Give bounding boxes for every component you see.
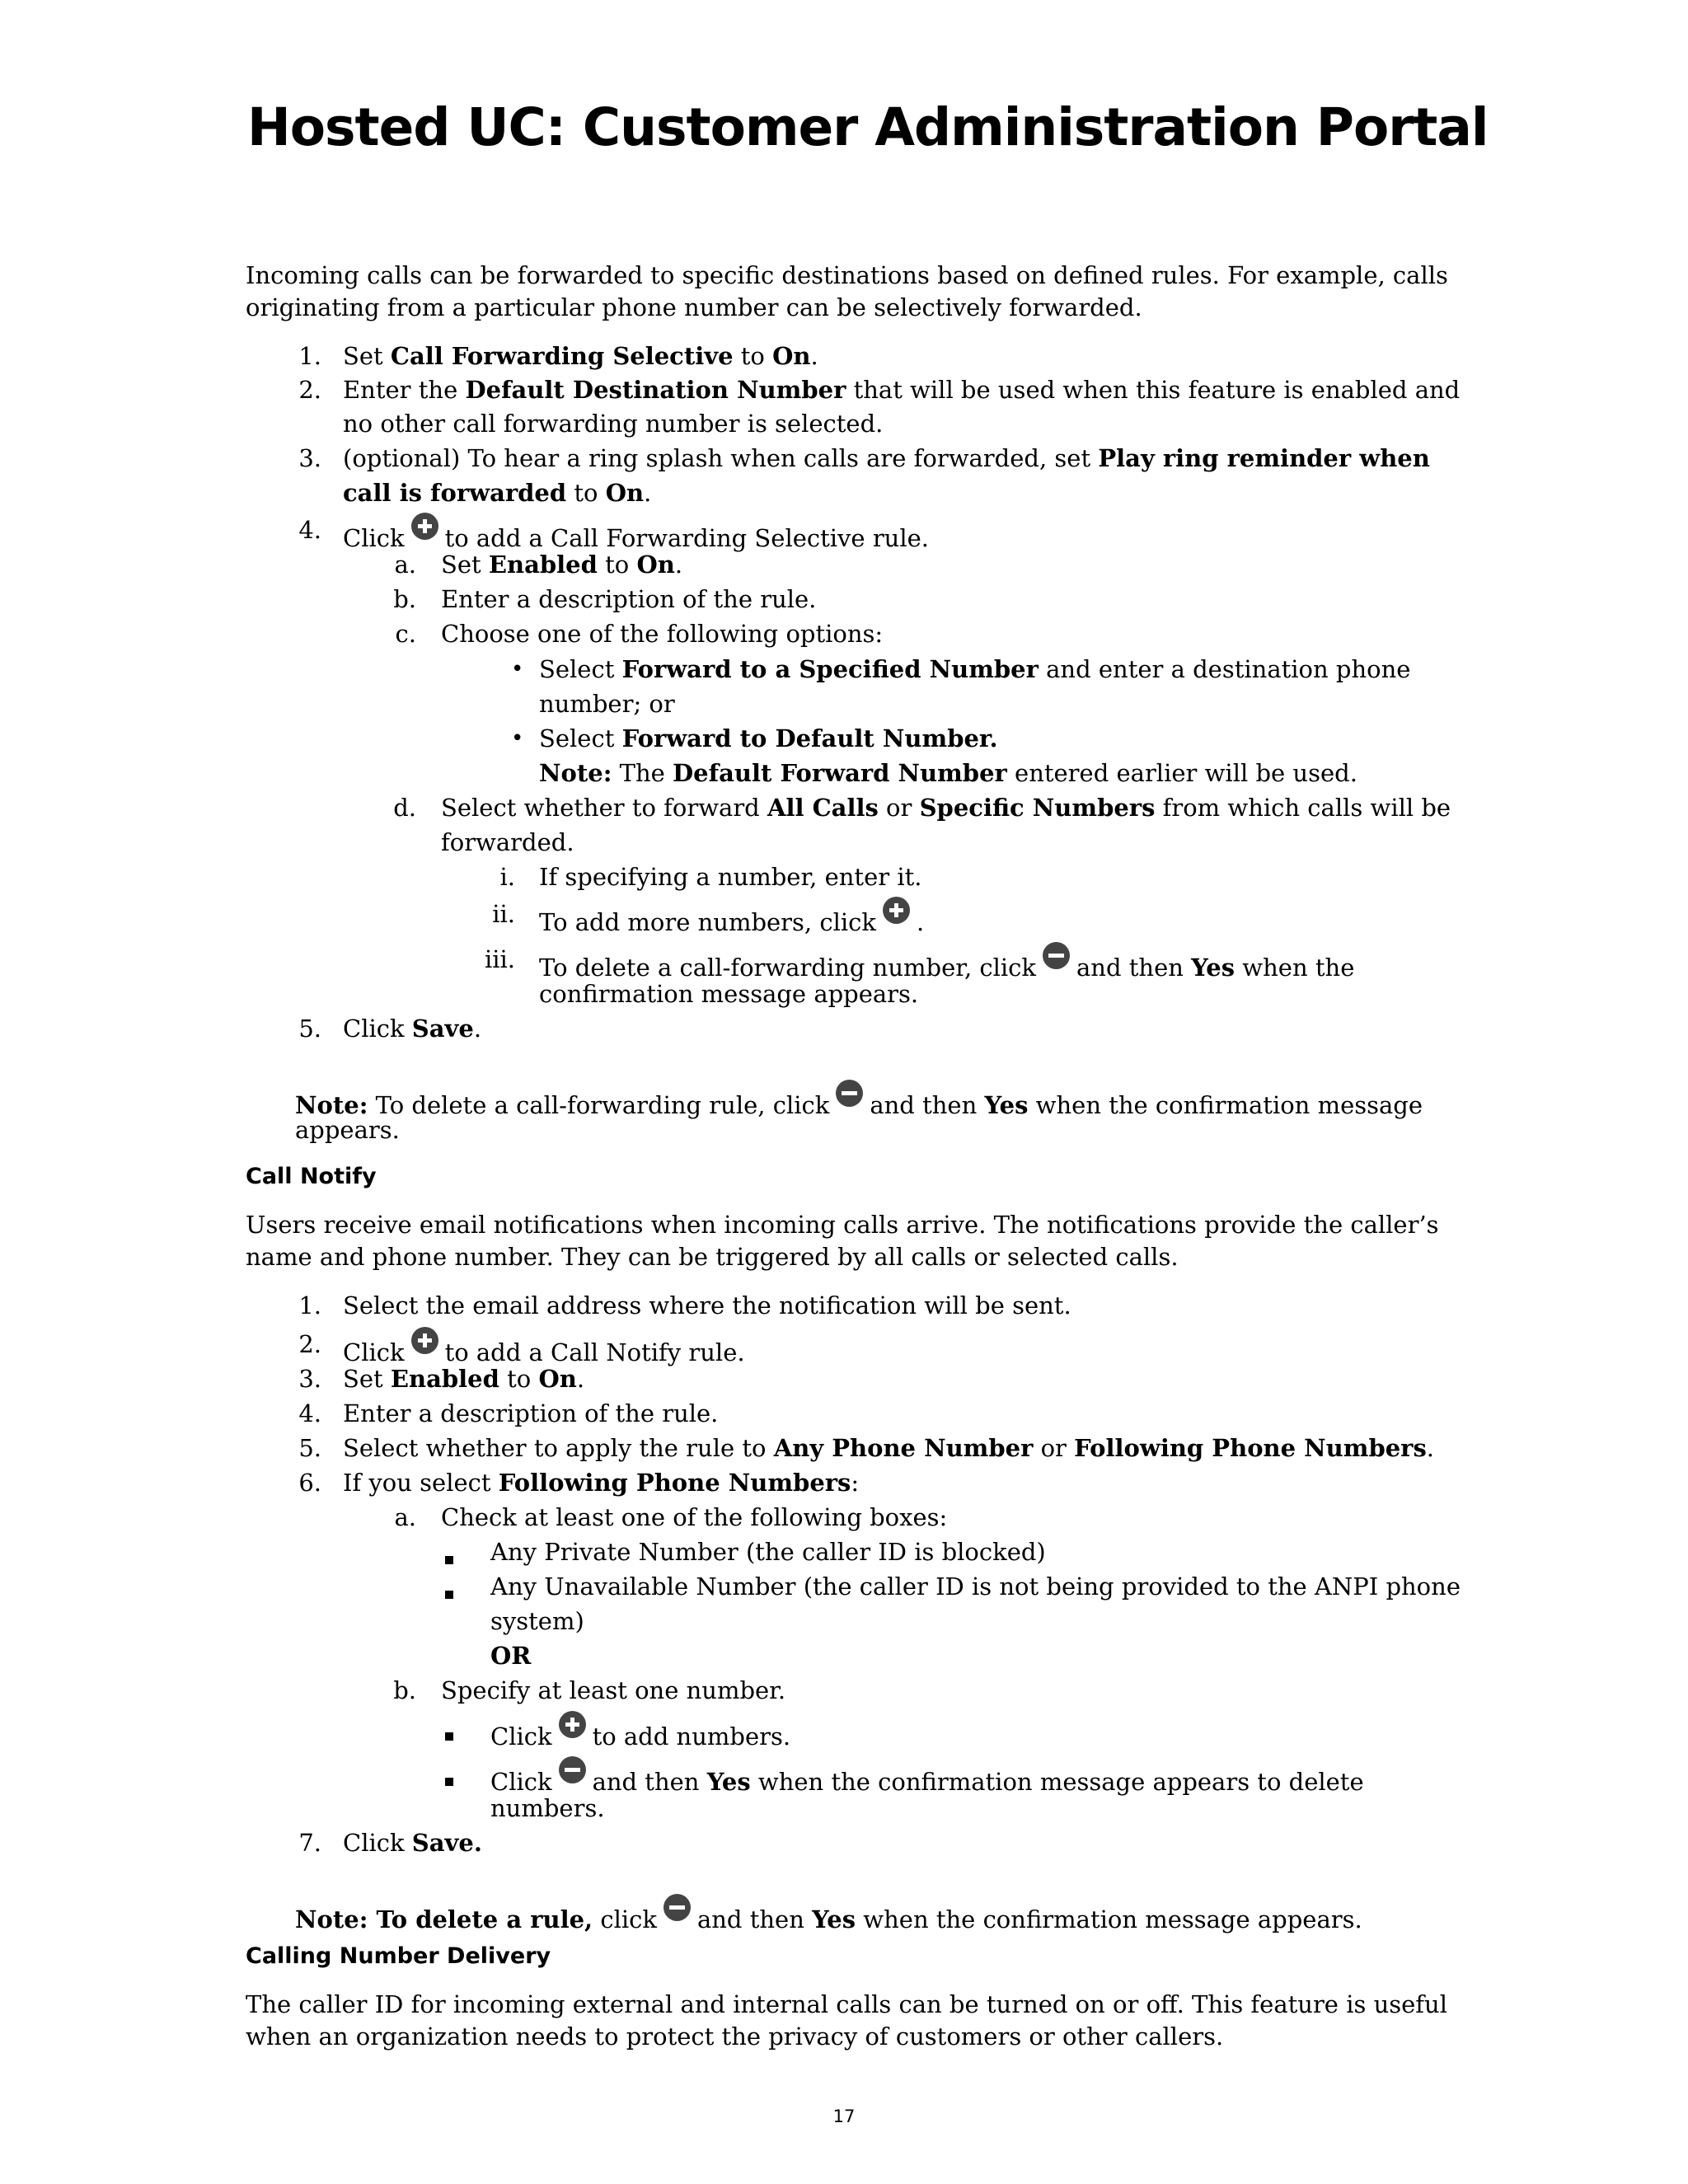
cfs-step-5-number: 5. [298,1015,321,1043]
text: The [612,759,673,787]
cn-box-1: Any Private Number (the caller ID is blocked) [490,1538,1046,1566]
cfs-roman-2 [539,897,924,940]
cn-step-7 [343,1825,482,1860]
bold-text: Specific Numbers [919,794,1156,822]
section-heading-call-notify: Call Notify [246,1164,377,1189]
text: Select whether to forward [441,794,767,822]
cn-step-4: Enter a description of the rule. [343,1399,719,1427]
text: Click [343,1829,412,1857]
bold-text: Any Phone Number [773,1434,1034,1462]
text: Set [343,342,391,370]
cfs-bullet-2 [539,721,998,756]
cfs-roman-1: If specifying a number, enter it. [539,863,922,891]
remove-circle-icon [559,1756,586,1783]
cfs-sub-b: Enter a description of the rule. [441,585,817,613]
remove-circle-icon [836,1080,863,1107]
text: . [916,908,925,936]
cfs-note [295,1080,1423,1122]
cn-sub-a: Check at least one of the following boxes: [441,1503,948,1531]
add-circle-icon [559,1711,586,1738]
page-title: Hosted UC: Customer Administration Portal [247,97,1489,157]
bold-text: Note: To delete a rule, [295,1905,593,1933]
text: Click [343,1338,405,1366]
add-circle-icon [411,1327,438,1354]
call-notify-intro-2: name and phone number. They can be triggered by all calls or selected calls. [246,1243,1179,1271]
cfs-sub-b-number: b. [393,585,416,613]
cn-step-5 [343,1431,1434,1465]
bullet-dot: • [511,657,524,682]
cfs-roman-3-number: iii. [484,945,515,973]
text: Set [343,1365,391,1393]
cfs-sub-d [441,790,1451,825]
text: to [597,551,637,579]
text: (optional) To hear a ring splash when calls are forwarded, set [343,444,1099,472]
cn-step-3 [343,1361,584,1396]
text: . [473,1015,482,1043]
bold-text: Yes [984,1091,1029,1119]
call-notify-intro-1: Users receive email notifications when incoming calls arrive. The notifications provide the caller’s [246,1211,1439,1239]
intro-line-2: originating from a particular phone number can be selectively forwarded. [246,293,1142,321]
add-circle-icon [411,513,438,540]
text: click [593,1905,657,1933]
bold-text: Yes [1191,954,1236,982]
cn-step-4-number: 4. [298,1399,321,1427]
text: and then [870,1091,985,1119]
text: If you select [343,1469,499,1497]
text: Enter the [343,376,466,404]
cn-or-label: OR [490,1642,532,1670]
text: . [810,342,818,370]
cfs-step-1-number: 1. [298,342,321,370]
bold-text: Enabled [488,551,598,579]
intro-line-1: Incoming calls can be forwarded to specific destinations based on defined rules. For example, calls [246,261,1448,289]
text: Click [343,1015,412,1043]
square-bullet [445,1778,453,1786]
cfs-roman-3-line-2: confirmation message appears. [539,980,919,1008]
cn-step-5-number: 5. [298,1434,321,1462]
text: or [1033,1434,1075,1462]
bold-text: Note: [539,759,612,787]
bold-text: Default Forward Number [673,759,1007,787]
cfs-sub-a [441,547,682,582]
section-heading-calling-number-delivery: Calling Number Delivery [246,1943,551,1969]
cfs-sub-d-number: d. [393,794,416,822]
cfs-step-2 [343,373,1460,407]
text: when the [1235,954,1355,982]
cfs-step-5 [343,1011,481,1046]
text: Select [539,724,622,752]
cfs-roman-2-number: ii. [492,900,515,928]
text: or [878,794,920,822]
cfs-step-3-number: 3. [298,444,321,472]
bold-text: On [538,1365,577,1393]
text: and then [696,1905,813,1933]
bold-text: Save. [411,1829,482,1857]
text: that will be used when this feature is enabled and [846,376,1461,404]
bold-text: Default Destination Number [465,376,846,404]
text: to add a Call Forwarding Selective rule. [444,524,930,552]
bold-text: Forward to Default Number. [621,724,998,752]
cn-box-4-line-2: numbers. [490,1794,605,1822]
cn-step-7-number: 7. [298,1829,321,1857]
bold-text: Play ring reminder when [1098,444,1430,472]
cfs-bullet-1 [539,652,1410,687]
cfs-sub-a-number: a. [394,551,416,579]
cn-step-3-number: 3. [298,1365,321,1393]
page-number: 17 [832,2107,856,2126]
cfs-roman-1-number: i. [499,863,515,891]
text: . [576,1365,585,1393]
text: . [674,551,683,579]
bold-text: Yes [812,1905,856,1933]
cfs-inline-note [539,756,1357,790]
text: to [733,342,773,370]
square-bullet [445,1732,453,1741]
cfs-step-3 [343,441,1430,476]
text: from which calls will be [1155,794,1451,822]
remove-circle-icon [1043,942,1070,969]
cnd-line-2: when an organization needs to protect the privacy of customers or other callers. [246,2022,1224,2050]
text: To delete a call-forwarding rule, click [368,1091,830,1119]
cn-box-4 [490,1756,1364,1799]
cfs-sub-d-line-2: forwarded. [441,828,574,856]
cn-note [295,1894,1362,1937]
text: . [1426,1434,1434,1462]
text: when the confirmation message appears to delete [750,1768,1364,1796]
bold-text: Note: [295,1091,368,1119]
text: Select [539,655,622,683]
text: Click [490,1768,552,1796]
cfs-sub-c-number: c. [395,620,416,648]
text: entered earlier will be used. [1006,759,1357,787]
cn-box-3 [490,1711,790,1754]
text: to [566,479,606,507]
cn-step-1-number: 1. [298,1291,321,1319]
text: to add numbers. [592,1722,791,1750]
cn-step-6 [343,1465,859,1500]
cfs-step-4-number: 4. [298,516,321,544]
bold-text: Forward to a Specified Number [621,655,1039,683]
cn-step-1: Select the email address where the notification will be sent. [343,1291,1071,1319]
bold-text: Call Forwarding Selective [390,342,734,370]
text: To add more numbers, click [539,908,876,936]
bold-text: Following Phone Numbers [498,1469,851,1497]
text: to add a Call Notify rule. [444,1338,745,1366]
cn-sub-b-number: b. [393,1676,416,1704]
cfs-step-1 [343,339,818,373]
bold-text: On [636,551,675,579]
text: : [851,1469,860,1497]
bold-text: On [772,342,811,370]
text: to [499,1365,539,1393]
add-circle-icon [883,897,910,924]
text: and then [1076,954,1192,982]
square-bullet [445,1556,453,1564]
text: Set [441,551,489,579]
cn-sub-a-number: a. [394,1503,416,1531]
cn-box-2-line-2: system) [490,1607,584,1635]
cn-step-2-number: 2. [298,1330,321,1358]
cnd-line-1: The caller ID for incoming external and internal calls can be turned on or off. This feature is useful [246,1990,1447,2018]
text: To delete a call-forwarding number, click [539,954,1036,982]
cfs-step-2-number: 2. [298,376,321,404]
cn-sub-b: Specify at least one number. [441,1676,786,1704]
text: when the confirmation message [1028,1091,1423,1119]
bold-text: On [605,479,645,507]
cn-step-6-number: 6. [298,1469,321,1497]
cfs-sub-c: Choose one of the following options: [441,620,884,648]
bold-text: Save [411,1015,474,1043]
text: Click [490,1722,552,1750]
cfs-step-2-line-2: no other call forwarding number is selected. [343,410,884,438]
text: Select whether to apply the rule to [343,1434,774,1462]
text: and enter a destination phone [1038,655,1411,683]
cn-box-2: Any Unavailable Number (the caller ID is not being provided to the ANPI phone [490,1572,1461,1601]
bold-text: Yes [706,1768,751,1796]
cfs-note-line-2: appears. [295,1116,400,1144]
bold-text: Following Phone Numbers [1074,1434,1427,1462]
text: and then [592,1768,707,1796]
cfs-step-3-line-2 [343,476,651,510]
bold-text: call is forwarded [343,479,567,507]
text: . [644,479,652,507]
text: when the confirmation message appears. [856,1905,1362,1933]
bold-text: Enabled [390,1365,499,1393]
cfs-bullet-1-line-2: number; or [539,690,675,718]
remove-circle-icon [663,1894,691,1921]
bold-text: All Calls [767,794,879,822]
square-bullet [445,1591,453,1599]
text: Click [343,524,405,552]
bullet-dot: • [511,726,524,751]
